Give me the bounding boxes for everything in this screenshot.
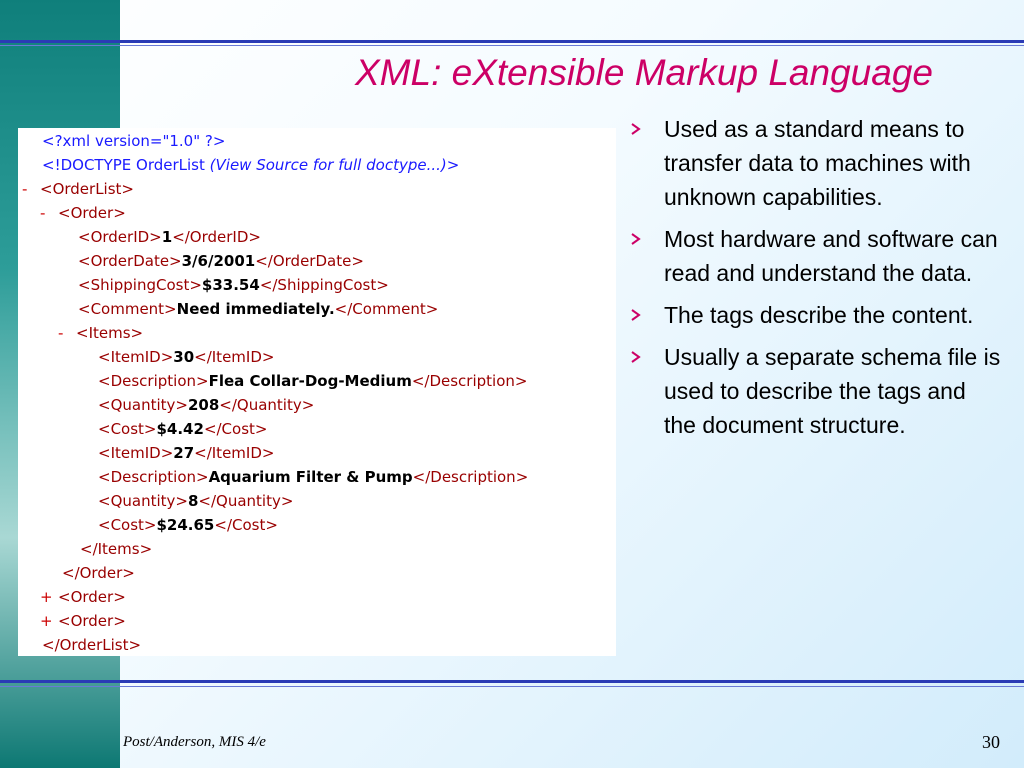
xml-itemid: <ItemID>30</ItemID> [98, 348, 275, 366]
xml-orderid: <OrderID>1</OrderID> [78, 228, 261, 246]
xml-quantity: <Quantity>208</Quantity> [98, 396, 315, 414]
xml-items-open[interactable]: - <Items> [58, 324, 144, 342]
arrow-bullet-icon [628, 298, 644, 332]
xml-cost: <Cost>$4.42</Cost> [98, 420, 268, 438]
xml-orderdate: <OrderDate>3/6/2001</OrderDate> [78, 252, 364, 270]
arrow-bullet-icon [628, 112, 644, 146]
collapse-toggle[interactable]: - [58, 324, 64, 342]
xml-order-collapsed[interactable]: + <Order> [40, 588, 126, 606]
slide-title: XML: eXtensible Markup Language [355, 52, 933, 93]
bullet-item: Most hardware and software can read and understand the data. [622, 222, 1002, 290]
xml-declaration: <?xml version="1.0" ?> [42, 132, 226, 150]
bullet-item: The tags describe the content. [622, 298, 1002, 332]
expand-toggle[interactable]: + [40, 588, 53, 606]
xml-source-panel [18, 128, 616, 656]
arrow-bullet-icon [628, 222, 644, 256]
xml-order-open[interactable]: - <Order> [40, 204, 126, 222]
xml-itemid: <ItemID>27</ItemID> [98, 444, 275, 462]
bullet-item: Used as a standard means to transfer data to machines with unknown capabilities. [622, 112, 1002, 214]
collapse-toggle[interactable]: - [22, 180, 28, 198]
xml-items-close: </Items> [80, 540, 153, 558]
xml-quantity: <Quantity>8</Quantity> [98, 492, 294, 510]
page-number: 30 [982, 732, 1000, 752]
xml-order-close: </Order> [62, 564, 135, 582]
collapse-toggle[interactable]: - [40, 204, 46, 222]
bottom-rule-thin [0, 686, 1024, 687]
xml-doctype: <!DOCTYPE OrderList (View Source for full doctype...)> [42, 156, 460, 174]
xml-cost: <Cost>$24.65</Cost> [98, 516, 278, 534]
top-rule [0, 40, 1024, 43]
expand-toggle[interactable]: + [40, 612, 53, 630]
top-rule-thin [0, 45, 1024, 46]
xml-shippingcost: <ShippingCost>$33.54</ShippingCost> [78, 276, 389, 294]
footer-citation: Post/Anderson, MIS 4/e [123, 734, 266, 750]
xml-order-collapsed[interactable]: + <Order> [40, 612, 126, 630]
xml-orderlist-close: </OrderList> [42, 636, 142, 654]
arrow-bullet-icon [628, 340, 644, 374]
xml-description: <Description>Flea Collar-Dog-Medium</Description> [98, 372, 528, 390]
bullet-list [622, 112, 1002, 450]
bullet-item: Usually a separate schema file is used to describe the tags and the document structure. [622, 340, 1002, 442]
xml-comment: <Comment>Need immediately.</Comment> [78, 300, 439, 318]
xml-description: <Description>Aquarium Filter & Pump</Description> [98, 468, 529, 486]
xml-orderlist-open[interactable]: - <OrderList> [22, 180, 134, 198]
bottom-rule [0, 680, 1024, 683]
